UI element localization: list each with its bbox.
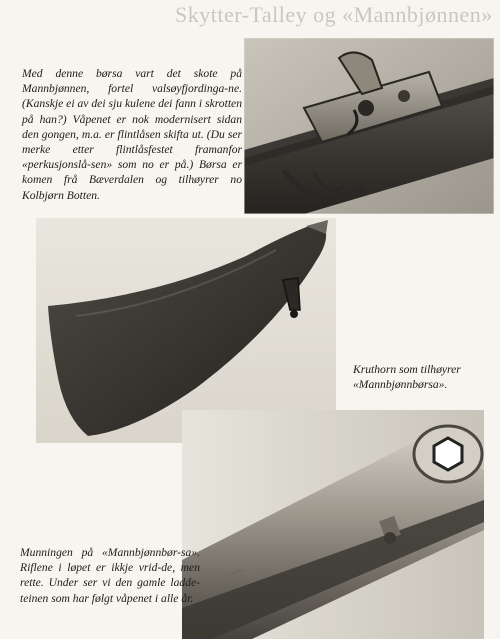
muzzle-photo bbox=[182, 410, 484, 639]
powder-horn-caption: Kruthorn som tilhøyrer «Mannbjønnbørsa». bbox=[353, 363, 461, 392]
bleed-through-title: Skytter-Talley og «Mannbjønnen» bbox=[175, 2, 493, 27]
gun-caption: Med denne børsa vart det skote på Mannbjønnen, fortel valsøyfjordinga-ne. (Kanskje ei av dei sju kulene dei fann i skrotten på han?) Våpenet er nok modernisert sidan den gongen, m.a. er flintlåsen skifta ut. (Du ser merke etter flintlåsfestet framanfor «perkusjonslå-sen» som no er på.) Børsa er komen frå Bæverdalen og tilhøyrer no Kolbjørn Botten. bbox=[22, 67, 242, 202]
gun-lock-photo bbox=[244, 38, 494, 214]
muzzle-caption: Munningen på «Mannbjønnbør-sa». Riflene i løpet er ikkje vrid-de, men rette. Under ser vi den gamle ladde-teinen som har følgt våpenet i alle år. bbox=[20, 546, 200, 605]
